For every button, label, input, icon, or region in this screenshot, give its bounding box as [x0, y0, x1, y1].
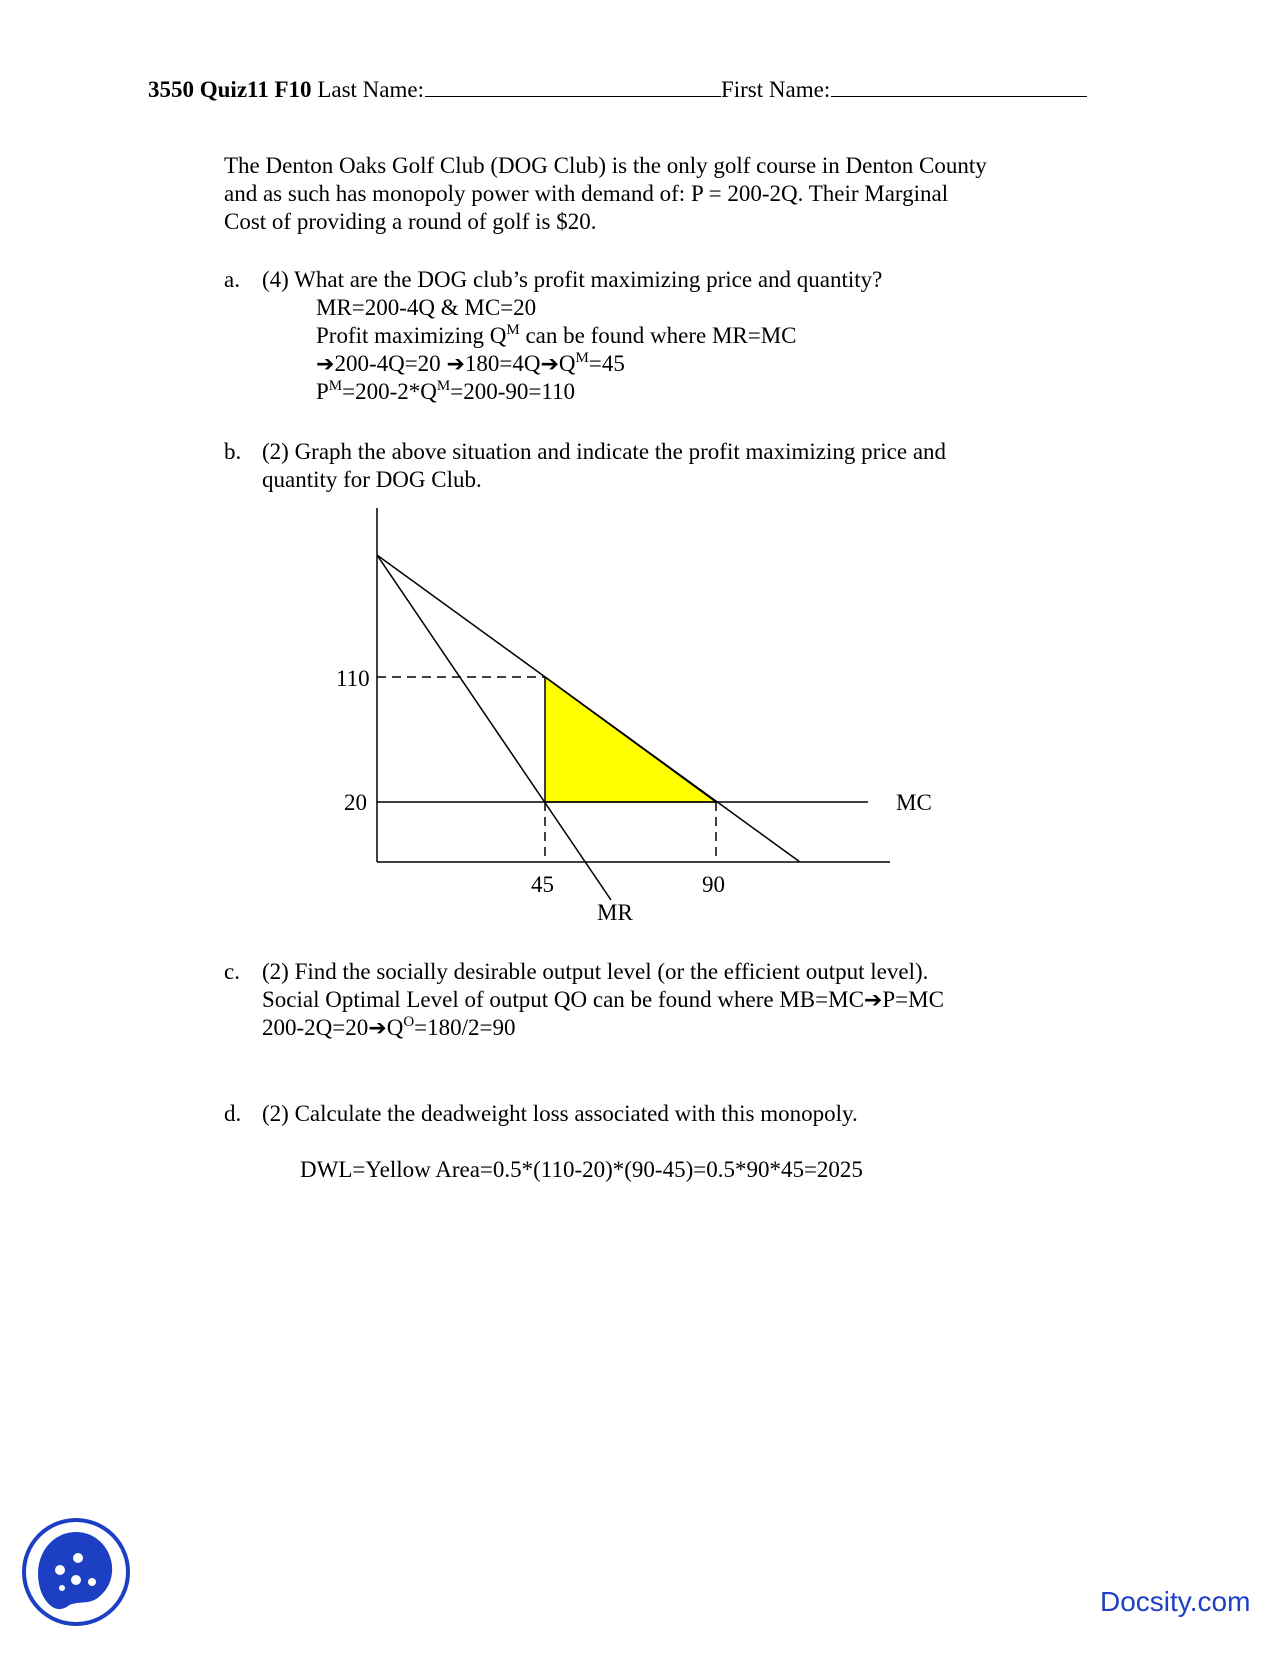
- docsity-logo-icon[interactable]: [20, 1516, 132, 1628]
- arrow-icon: ➔: [863, 988, 883, 1013]
- y-tick-110: 110: [336, 666, 370, 691]
- docsity-brand-link[interactable]: Docsity.com: [1100, 1586, 1251, 1617]
- x-tick-90: 90: [702, 872, 725, 897]
- y-tick-20: 20: [344, 790, 367, 815]
- part-b-question-2: quantity for DOG Club.: [262, 467, 482, 492]
- arrow-icon: ➔: [540, 352, 559, 377]
- part-a-letter: a.: [224, 267, 240, 292]
- monopoly-graph: [300, 500, 940, 940]
- intro-line-3: Cost of providing a round of golf is $20.: [224, 209, 597, 234]
- part-d-question: (2) Calculate the deadweight loss associated with this monopoly.: [262, 1101, 858, 1126]
- course-title: 3550 Quiz11 F10: [148, 77, 312, 102]
- arrow-icon: ➔: [446, 352, 465, 377]
- header-line: [148, 76, 1087, 104]
- part-a-question: (4) What are the DOG club’s profit maximizing price and quantity?: [262, 267, 883, 292]
- part-c-question: (2) Find the socially desirable output level (or the efficient output level).: [262, 959, 929, 984]
- part-c-line-2: $200-2Q=20➔Q^O=180/2=90$: [262, 1014, 516, 1041]
- part-b-letter: b.: [224, 439, 242, 464]
- intro-line-2: and as such has monopoly power with demand of: P = 200-2Q. Their Marginal: [224, 181, 949, 206]
- part-a-line-2: Profit maximizing $Q^M$ can be found where MR=MC: [316, 322, 797, 348]
- part-c-letter: c.: [224, 959, 240, 984]
- first-name-blank[interactable]: [831, 92, 1087, 97]
- demand-curve: [377, 555, 800, 862]
- part-c-line-1: Social Optimal Level of output QO can be found where MB=MC➔P=MC: [262, 987, 944, 1013]
- part-a-line-4: $P^M=200-2*Q^M=200-90=110$: [316, 378, 575, 404]
- first-name-label: First Name:: [720, 77, 831, 102]
- part-a-line-1: MR=200-4Q & MC=20: [316, 295, 537, 320]
- part-b-question-1: (2) Graph the above situation and indicate the profit maximizing price and: [262, 439, 947, 464]
- last-name-label: Last Name:: [317, 77, 424, 102]
- part-a-line-3: ➔200-4Q=20 $➔180=4Q➔Q^M=45$: [316, 350, 625, 377]
- part-d-answer: DWL=Yellow Area=0.5*(110-20)*(90-45)=0.5*90*45=2025: [300, 1157, 863, 1182]
- arrow-icon: ➔: [316, 352, 335, 377]
- x-tick-45: 45: [531, 872, 554, 897]
- last-name-blank[interactable]: [425, 92, 721, 97]
- mc-label: MC: [896, 790, 932, 815]
- intro-line-1: The Denton Oaks Golf Club (DOG Club) is the only golf course in Denton County: [224, 153, 987, 178]
- part-d-letter: d.: [224, 1101, 242, 1126]
- arrow-icon: ➔: [368, 1016, 387, 1041]
- mr-label: MR: [597, 900, 633, 925]
